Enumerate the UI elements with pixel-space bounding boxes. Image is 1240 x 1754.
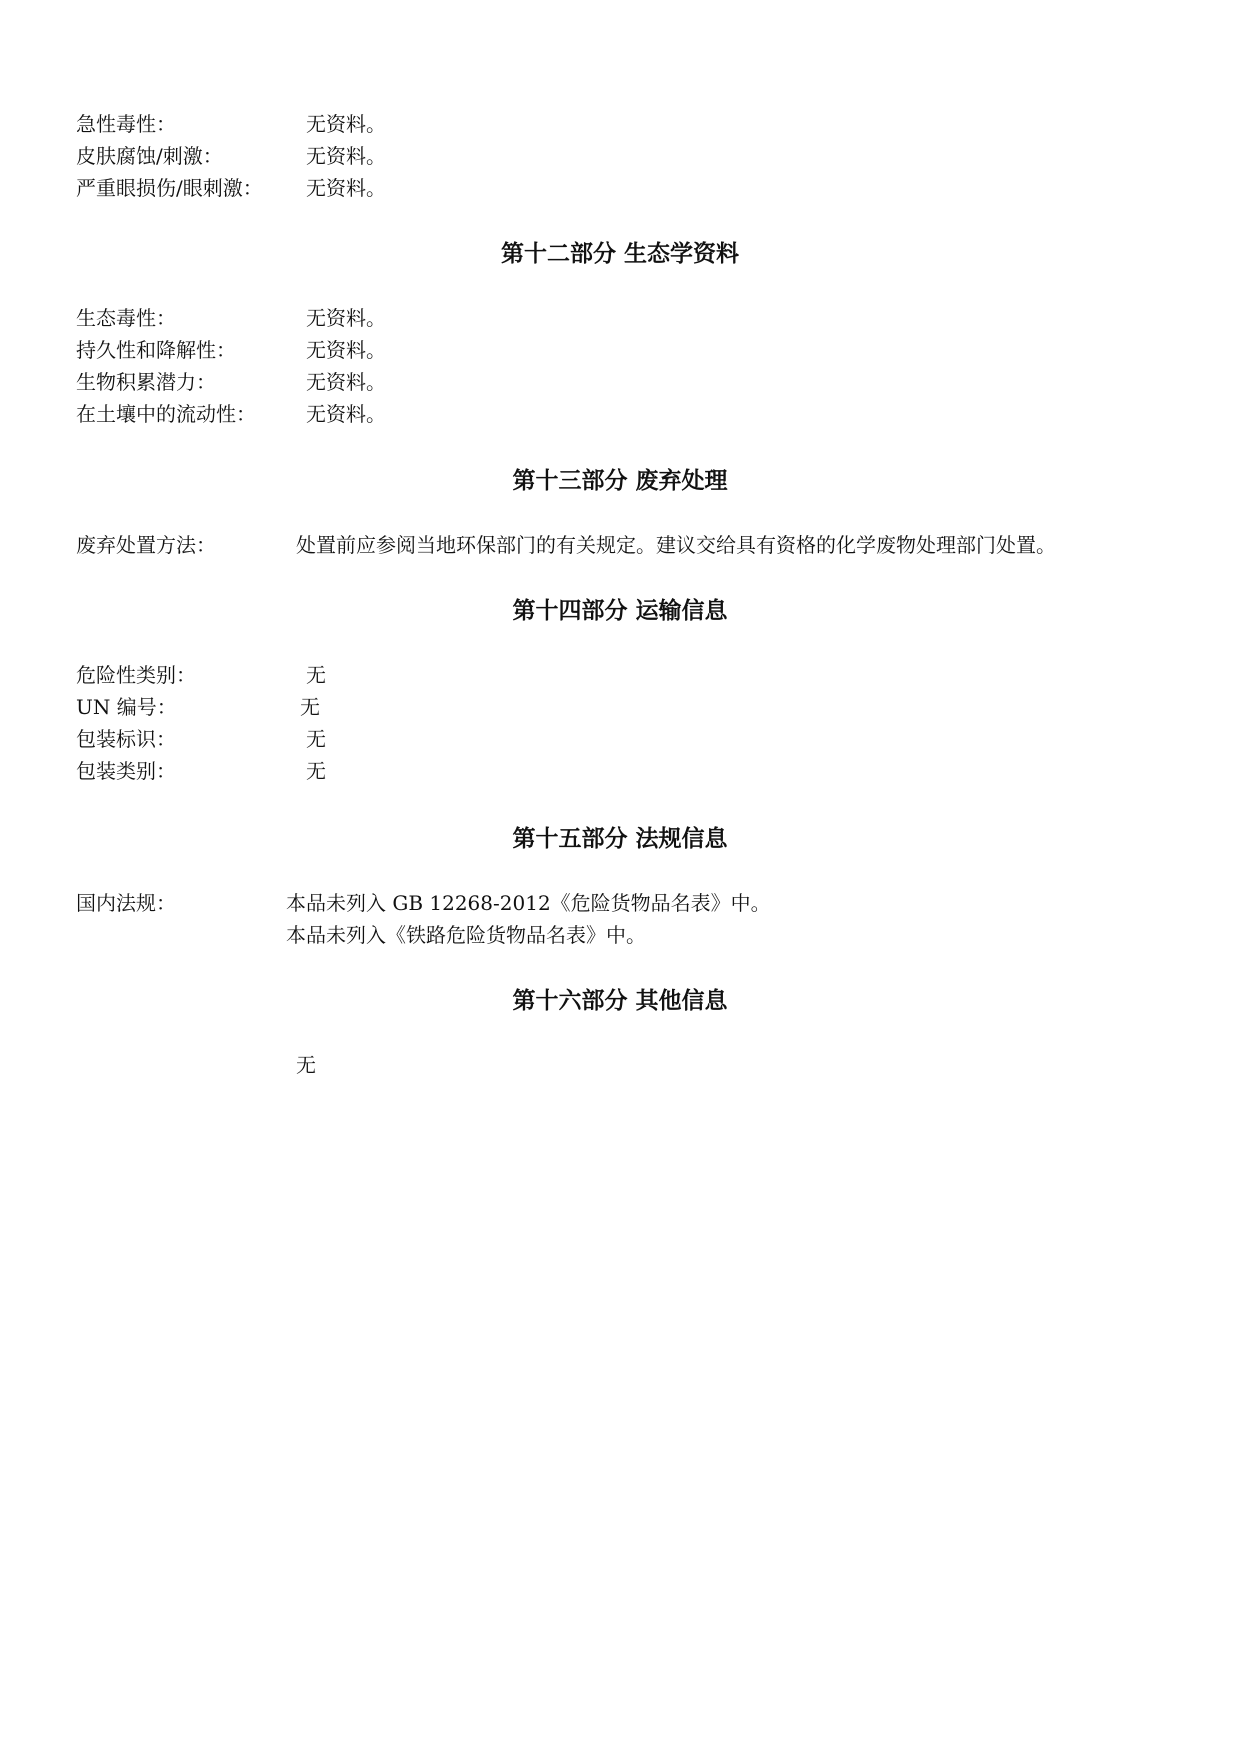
row-label: 废弃处置方法： bbox=[76, 533, 216, 557]
row-label: UN 编号： bbox=[76, 695, 177, 719]
row-label: 皮肤腐蚀/刺激： bbox=[76, 144, 223, 168]
section-14-heading: 第十四部分 运输信息 bbox=[512, 598, 728, 624]
row-value: 无资料。 bbox=[306, 338, 386, 362]
row-value: 无 bbox=[306, 727, 326, 751]
row-value: 无资料。 bbox=[306, 176, 386, 200]
section-16-heading: 第十六部分 其他信息 bbox=[512, 988, 728, 1014]
row-label: 持久性和降解性： bbox=[76, 338, 236, 362]
row-value: 无资料。 bbox=[306, 306, 386, 330]
row-value: 无资料。 bbox=[306, 370, 386, 394]
row-value: 无资料。 bbox=[306, 402, 386, 426]
row-value: 无资料。 bbox=[306, 112, 386, 136]
row-label: 包装类别： bbox=[76, 759, 176, 783]
row-label: 危险性类别： bbox=[76, 663, 196, 687]
row-label: 严重眼损伤/眼刺激： bbox=[76, 176, 263, 200]
section-13-heading: 第十三部分 废弃处理 bbox=[512, 468, 728, 494]
row-label: 国内法规： bbox=[76, 891, 176, 915]
section-12-heading: 第十二部分 生态学资料 bbox=[500, 241, 739, 267]
row-value: 无 bbox=[306, 759, 326, 783]
row-value: 无 bbox=[300, 695, 320, 719]
row-value: 无 bbox=[306, 663, 326, 687]
other-info-value: 无 bbox=[296, 1053, 316, 1077]
row-label: 生态毒性： bbox=[76, 306, 176, 330]
row-value: 处置前应参阅当地环保部门的有关规定。建议交给具有资格的化学废物处理部门处置。 bbox=[296, 533, 1056, 557]
regulation-line-1: 本品未列入 GB 12268-2012《危险货物品名表》中。 bbox=[286, 891, 771, 915]
section-15-heading: 第十五部分 法规信息 bbox=[512, 826, 728, 852]
row-label: 包装标识： bbox=[76, 727, 176, 751]
row-label: 生物积累潜力： bbox=[76, 370, 216, 394]
row-value: 无资料。 bbox=[306, 144, 386, 168]
row-label: 在土壤中的流动性： bbox=[76, 402, 256, 426]
row-label: 急性毒性： bbox=[76, 112, 176, 136]
regulation-line-2: 本品未列入《铁路危险货物品名表》中。 bbox=[286, 923, 646, 947]
